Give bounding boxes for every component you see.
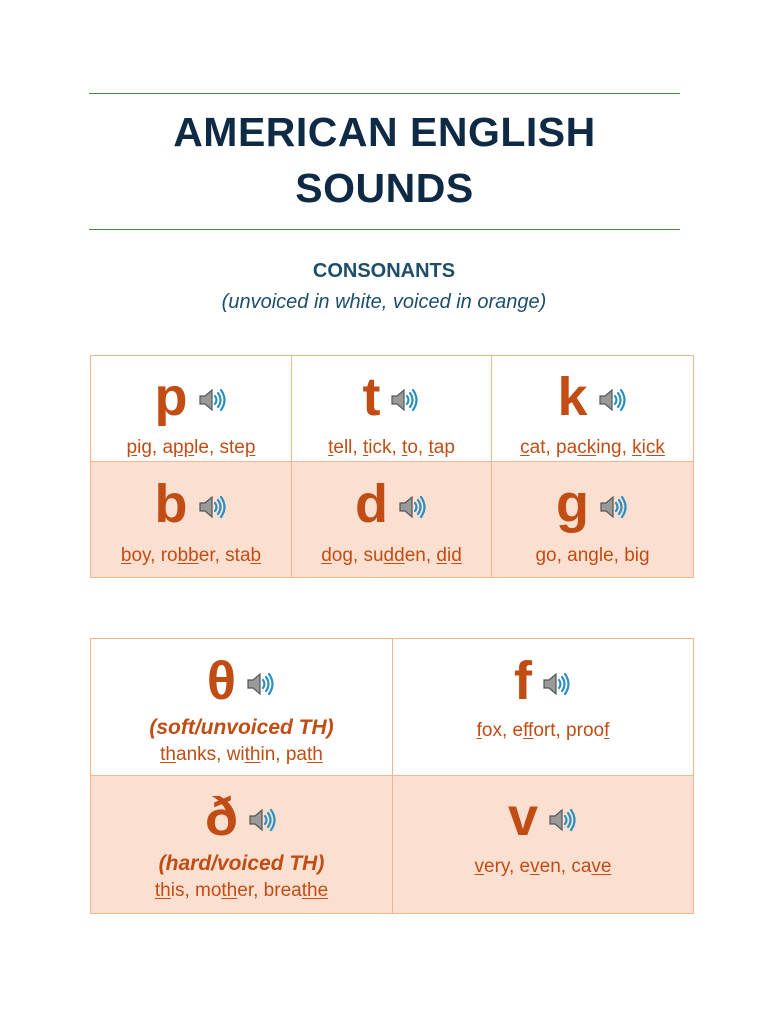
example-text: er [198,545,215,566]
example-text: go, angle, big [535,545,650,566]
example-sound-highlight: pp [173,437,195,458]
sound-symbol-row [492,364,693,430]
sound-symbol: d [355,474,388,534]
bottom-rule [89,229,680,230]
example-text: ox [481,720,502,741]
example-sound-highlight: dd [383,545,405,566]
sound-symbol-row [91,471,291,537]
section-subheading: (unvoiced in white, voiced in orange) [221,291,547,313]
example-sound-highlight: b [120,545,132,566]
sound-cell-p [91,356,292,462]
title-line-1: AMERICAN ENGLISH [173,109,596,155]
example-sound-highlight: th [307,744,323,765]
example-text: og [331,545,353,566]
speaker-icon[interactable] [548,807,578,833]
example-sound-highlight: th [244,744,261,765]
speaker-icon[interactable] [248,807,278,833]
sound-cell-b [91,462,292,578]
example-text: ery [484,856,509,877]
example-words [393,854,693,880]
example-sound-highlight: d [436,545,447,566]
example-text: le [194,437,209,458]
example-words [492,543,693,569]
example-sound-highlight: d [451,545,462,566]
example-text: ap [433,437,455,458]
sound-symbol: g [556,474,589,534]
example-words [393,718,693,744]
sound-symbol: p [154,367,188,427]
example-sound-highlight: th [154,880,171,901]
sound-cell-t [292,356,492,462]
example-text: , wi [216,744,245,765]
speaker-icon[interactable] [246,671,276,697]
sound-symbol-row [393,784,693,850]
example-sound-highlight: v [530,856,540,877]
example-sound-highlight: b [250,545,262,566]
example-sound-highlight: th [160,744,176,765]
example-sound-highlight: ve [591,856,612,877]
example-text: , [425,545,437,566]
speaker-icon[interactable] [599,494,629,520]
example-words [292,435,491,461]
voiced-row [91,776,694,914]
example-text: , pa [545,437,578,458]
example-words [91,435,291,461]
speaker-icon[interactable] [398,494,428,520]
sound-symbol: ð [205,787,238,847]
example-text: , [391,437,403,458]
example-text: , [417,437,429,458]
sound-cell-d [292,462,492,578]
sound-symbol: t [362,367,381,427]
example-sound-highlight: p [244,437,256,458]
example-text: , proo [555,720,605,741]
example-sound-highlight: ff [523,720,534,741]
example-words [91,742,392,768]
sound-cell-g [492,462,694,578]
example-text: en [404,545,426,566]
sound-cell-ð [91,776,393,914]
example-text: , sta [214,545,251,566]
example-text: ick [368,437,392,458]
sound-symbol: θ [206,651,237,711]
sound-cell-k [492,356,694,462]
example-text: at [529,437,546,458]
consonant-table-fricatives [90,638,694,914]
example-text: is [170,880,185,901]
sound-symbol-row [91,364,291,430]
example-sound-highlight: c [520,437,530,458]
example-sound-highlight: v [474,856,485,877]
example-sound-highlight: ck [577,437,597,458]
sound-cell-θ [91,639,393,776]
unvoiced-row [91,356,694,462]
example-text: , mo [184,880,222,901]
sound-symbol-row [393,648,693,714]
example-text: er [237,880,254,901]
example-text: ing [596,437,622,458]
example-words [91,878,392,904]
sound-symbol: k [557,367,588,427]
example-text: o [407,437,418,458]
example-words [91,543,291,569]
speaker-icon[interactable] [598,387,628,413]
speaker-icon[interactable] [542,671,572,697]
example-text: anks [176,744,217,765]
speaker-icon[interactable] [390,387,420,413]
page-title [89,104,680,216]
example-text: , ro [150,545,178,566]
example-text: , ste [208,437,245,458]
example-sound-highlight: the [301,880,329,901]
voiced-row [91,462,694,578]
sound-symbol: b [154,474,188,534]
example-sound-highlight: t [402,437,408,458]
example-text: oy [131,545,151,566]
example-text: en [539,856,561,877]
sound-cell-f [393,639,694,776]
sound-description: (soft/unvoiced TH) [149,716,334,739]
example-sound-highlight: f [604,720,610,741]
example-text: , brea [253,880,302,901]
example-sound-highlight: ck [645,437,665,458]
sound-symbol-row [91,648,392,714]
unvoiced-row [91,639,694,776]
example-text: , ca [560,856,592,877]
sound-symbol-row [492,471,693,537]
example-text: in [260,744,276,765]
section-heading: CONSONANTS [312,260,456,282]
sound-cell-v [393,776,694,914]
example-text: , [621,437,633,458]
sound-symbol: v [507,787,539,847]
sound-symbol: f [514,651,532,711]
example-text: ig [137,437,152,458]
example-text: , e [509,856,531,877]
example-text: ort [533,720,556,741]
example-text: i [641,437,646,458]
title-line-2: SOUNDS [295,165,474,211]
example-text: ell [333,437,353,458]
sound-symbol-row [292,364,491,430]
example-sound-highlight: p [126,437,138,458]
example-sound-highlight: t [328,437,334,458]
example-text: , a [151,437,174,458]
example-text: , su [352,545,384,566]
sound-symbol-row [91,784,392,850]
example-sound-highlight: k [632,437,642,458]
example-words [292,543,491,569]
example-sound-highlight: f [476,720,482,741]
example-sound-highlight: t [428,437,434,458]
sound-description: (hard/voiced TH) [158,852,325,875]
example-text: , [352,437,363,458]
example-sound-highlight: t [362,437,369,458]
example-words [492,435,693,461]
example-text: , pa [275,744,307,765]
example-sound-highlight: th [221,880,238,901]
speaker-icon[interactable] [198,387,228,413]
example-text: i [446,545,452,566]
speaker-icon[interactable] [198,494,228,520]
example-sound-highlight: d [321,545,332,566]
example-sound-highlight: bb [177,545,199,566]
example-text: , e [501,720,524,741]
top-rule [89,93,680,94]
consonant-table-stops [90,355,694,578]
sound-symbol-row [292,471,491,537]
